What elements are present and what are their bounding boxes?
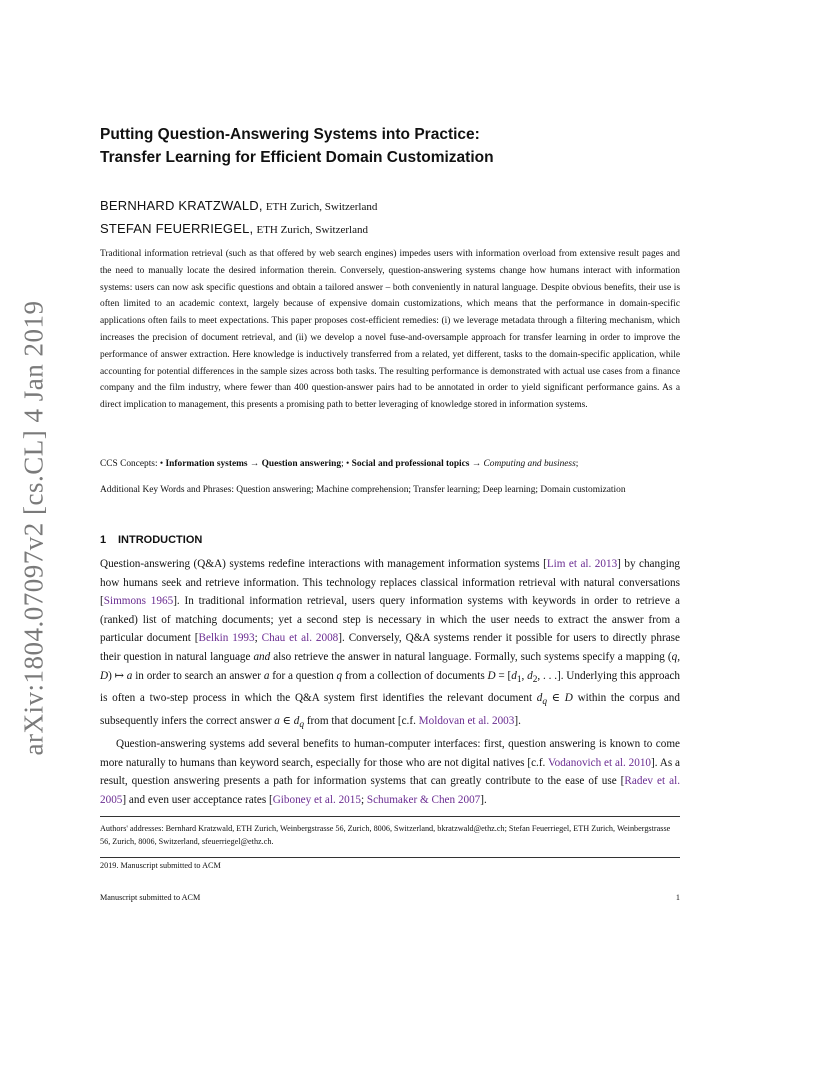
ccs-end: ; [575, 459, 579, 469]
citation-link[interactable]: Lim et al. 2013 [546, 558, 618, 570]
paragraph-1: Question-answering (Q&A) systems redefine interactions with management information systems [Lim et al. 2013] by changing how humans seek and retrieve information. This technology replaces classical information retrieval with natural conversations [Simmons 1965]. In traditional information retrieval, users query information systems with keywords in order to retrieve a (ranked) list of matching documents; yet a second step is necessary in which the user needs to extract the answer from a particular document [Belkin 1993; Chau et al. 2008]. Conversely, Q&A systems render it possible for users to directly phrase their question in natural language and also retrieve the answer in natural language. Formally, such systems specify a mapping (q, D) ↦ a in order to search an answer a for a question q from a collection of documents $D = [d_1$, $d_2$, . . .]. Underlying this approach is often a two-step process in which the Q&A system first identifies the relevant document $d_q$ ∈ D within the corpus and subsequently infers the correct answer a ∈ $d_q$ from that document [c.f. Moldovan et al. 2003]. [100, 558, 681, 731]
author-1-affiliation: ETH Zurich, Switzerland [265, 201, 378, 213]
arxiv-id-text: arXiv:1804.07097v2 [cs.CL] 4 Jan 2019 [18, 300, 49, 755]
submission-note: 2019. Manuscript submitted to ACM [100, 861, 221, 870]
paper-title [100, 123, 680, 169]
citation-link[interactable]: Vodanovich et al. 2010 [547, 756, 652, 769]
arxiv-identifier [14, 300, 54, 755]
running-footer: Manuscript submitted to ACM [100, 893, 201, 902]
paragraph-2: Question-answering systems add several benefits to human-computer interfaces: first, question answering is known to come more naturally to humans than keyword search, especially for those who are not digital natives [c.f. Vodanovich et al. 2010]. As a result, question answering presents a path for information systems that can greatly contribute to the ease of use [Radev et al. 2005] and even user acceptance rates [Giboney et al. 2015; Schumaker & Chen 2007]. [100, 738, 680, 806]
ccs-arrow: → [469, 459, 484, 469]
title-line-1: Putting Question-Answering Systems into Practice: [100, 126, 480, 143]
title-line-2: Transfer Learning for Efficient Domain Customization [100, 149, 494, 166]
ccs-separator: ; • [341, 459, 352, 469]
author-list [100, 195, 680, 241]
citation-link[interactable]: Giboney et al. 2015 [272, 793, 361, 806]
introduction-body [100, 555, 680, 809]
citation-link[interactable]: Radev et al. 2005 [100, 775, 680, 806]
ccs-concept-3: Computing and business [483, 459, 576, 469]
author-1 [100, 195, 680, 218]
ccs-label: CCS Concepts: • [100, 459, 166, 469]
section-number: 1 [100, 534, 107, 546]
footnote-divider-2 [100, 857, 680, 858]
page-number: 1 [675, 893, 680, 902]
author-2-name: STEFAN FEUERRIEGEL, [100, 221, 254, 236]
ccs-concepts [100, 456, 680, 472]
citation-link[interactable]: Chau et al. 2008 [261, 632, 339, 645]
author-2-affiliation: ETH Zurich, Switzerland [256, 224, 368, 236]
keywords: Additional Key Words and Phrases: Question answering; Machine comprehension; Transfer learning; Deep learning; Domain customization [100, 485, 626, 495]
author-2 [100, 218, 680, 241]
section-title: INTRODUCTION [118, 534, 203, 546]
ccs-concept-1: Information systems → Question answering [165, 459, 342, 469]
citation-link[interactable]: Schumaker & Chen 2007 [366, 793, 481, 806]
citation-link[interactable]: Simmons 1965 [103, 595, 174, 608]
citation-link[interactable]: Belkin 1993 [198, 632, 255, 645]
citation-link[interactable]: Moldovan et al. 2003 [418, 715, 515, 728]
author-1-name: BERNHARD KRATZWALD, [100, 198, 263, 213]
footnote-divider [100, 816, 680, 817]
section-heading [100, 534, 680, 546]
abstract: Traditional information retrieval (such as that offered by web search engines) impedes users with information overload from extensive result pages and the need to manually locate the desired information therein. Conversely, question-answering systems change how humans interact with information systems: users can now ask specific questions and obtain a tailored answer – both conveniently in natural language. Despite obvious benefits, their use is often limited to an academic context, largely because of expensive domain customizations, which means that the performance in domain-specific applications often fails to meet expectations. This paper proposes cost-efficient remedies: (i) we leverage metadata through a filtering mechanism, which increases the precision of document retrieval, and (ii) we develop a novel fuse-and-oversample approach for transfer learning in order to improve the performance of answer extraction. Here knowledge is inductively transferred from a related, yet different, tasks to the domain-specific application, while accounting for potential differences in the sample sizes across both tasks. The resulting performance is demonstrated with actual use cases from a finance company and the film industry, where fewer than 400 question-answer pairs had to be annotated in order to yield significant performance gains. As a direct implication to management, this presents a promising path to better leveraging of knowledge stored in information systems. [100, 249, 680, 411]
ccs-concept-2: Social and professional topics [351, 459, 470, 469]
author-addresses-footnote: Authors' addresses: Bernhard Kratzwald, ETH Zurich, Weinbergstrasse 56, Zurich, 8006, Switzerland, bkratzwald@ethz.ch; Stefan Feuerriegel, ETH Zurich, Weinbergstrasse 56, Zurich, 8006, Switzerland, sfeuerriegel@ethz.ch. [100, 824, 671, 847]
